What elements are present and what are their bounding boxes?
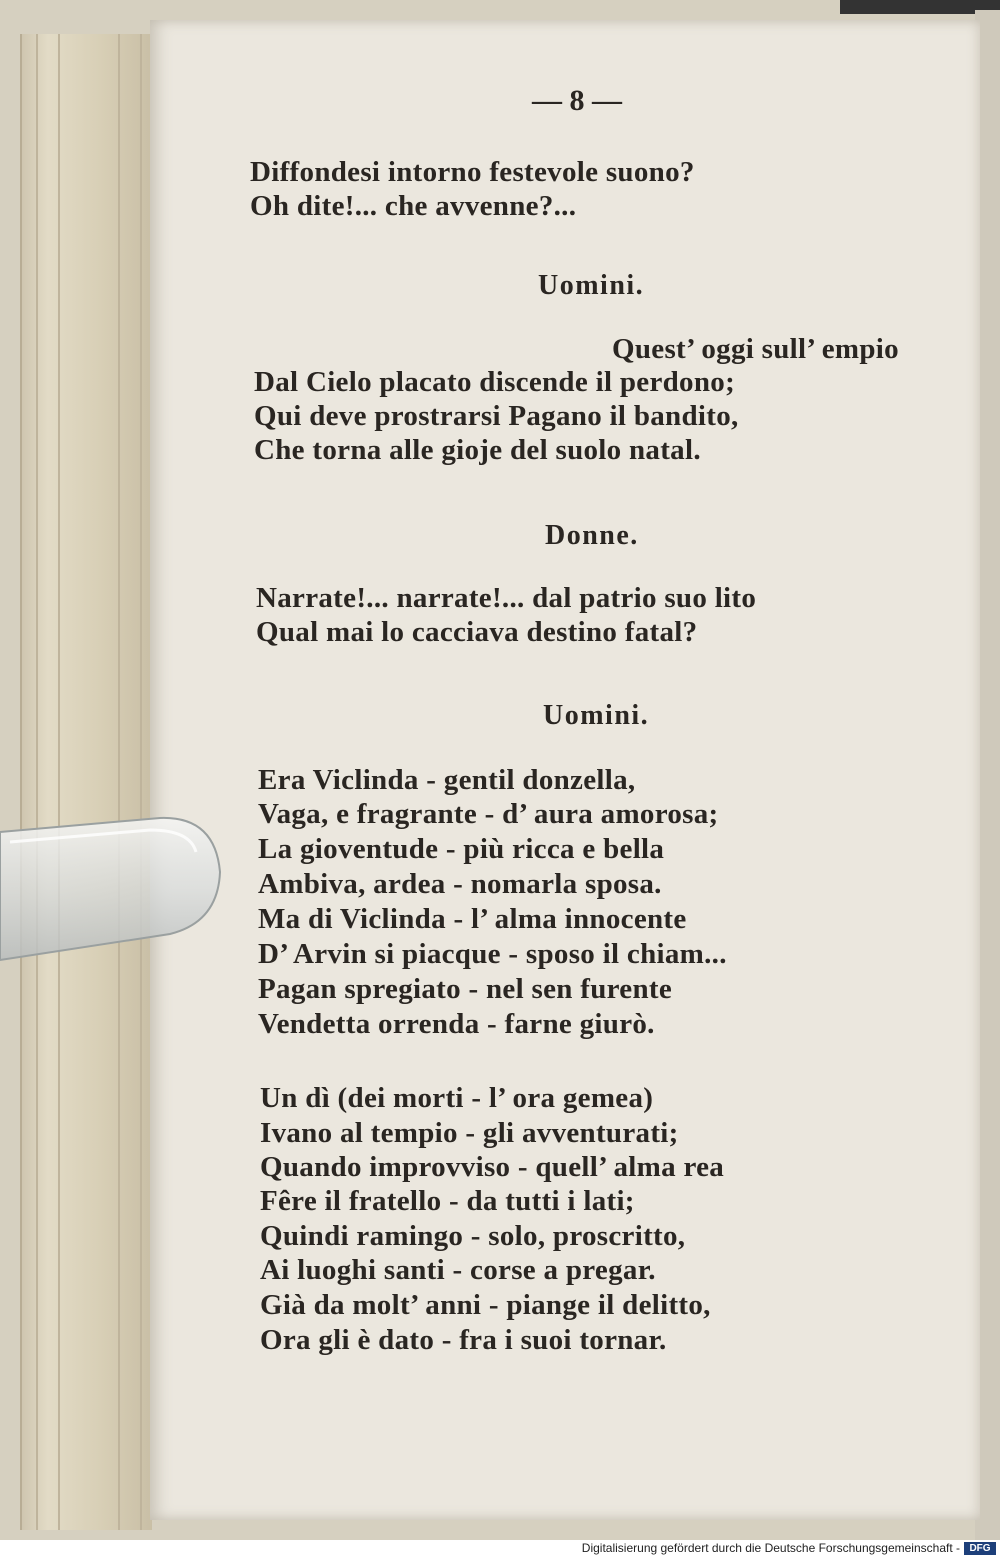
verse-line: Narrate!... narrate!... dal patrio suo lito: [256, 582, 757, 614]
verse-line: Quindi ramingo - solo, proscritto,: [260, 1220, 686, 1252]
footer-credit: Digitalisierung gefördert durch die Deutsche Forschungsgemeinschaft -: [581, 1541, 960, 1555]
verse-line: Ma di Viclinda - l’ alma innocente: [258, 903, 687, 935]
speaker-heading: Uomini.: [543, 700, 650, 731]
speaker-heading: Uomini.: [538, 270, 645, 301]
verse-line: D’ Arvin si piacque - sposo il chiam...: [258, 938, 727, 970]
glass-clamp-icon: [0, 812, 222, 962]
verse-line: Dal Cielo placato discende il perdono;: [254, 366, 736, 398]
verse-line: Vendetta orrenda - farne giurò.: [258, 1008, 655, 1040]
verse-line: Vaga, e fragrante - d’ aura amorosa;: [258, 798, 719, 830]
verse-line: Pagan spregiato - nel sen furente: [258, 973, 673, 1005]
verse-line: La gioventude - più ricca e bella: [258, 833, 665, 865]
verse-line: Che torna alle gioje del suolo natal.: [254, 434, 701, 466]
verse-line: Quando improvviso - quell’ alma rea: [260, 1151, 725, 1183]
verse-line: Ambiva, ardea - nomarla sposa.: [258, 868, 662, 900]
verse-line: Oh dite!... che avvenne?...: [250, 190, 577, 222]
dfg-logo-icon: DFG: [964, 1542, 996, 1555]
verse-line: Era Viclinda - gentil donzella,: [258, 764, 636, 796]
speaker-heading: Donne.: [545, 520, 639, 551]
verse-line: Qual mai lo cacciava destino fatal?: [256, 616, 698, 648]
verse-line: Quest’ oggi sull’ empio: [612, 333, 899, 365]
verse-line: Ora gli è dato - fra i suoi tornar.: [260, 1324, 667, 1356]
verse-line: Ivano al tempio - gli avventurati;: [260, 1117, 679, 1149]
verse-line: Diffondesi intorno festevole suono?: [250, 156, 695, 188]
page-number: — 8 —: [532, 84, 622, 117]
verse-line: Qui deve prostrarsi Pagano il bandito,: [254, 400, 739, 432]
verse-line: Fêre il fratello - da tutti i lati;: [260, 1185, 635, 1217]
verse-line: Già da molt’ anni - piange il delitto,: [260, 1289, 711, 1321]
verse-line: Ai luoghi santi - corse a pregar.: [260, 1254, 656, 1286]
book-page-edges: [20, 34, 152, 1530]
verse-line: Un dì (dei morti - l’ ora gemea): [260, 1082, 654, 1114]
